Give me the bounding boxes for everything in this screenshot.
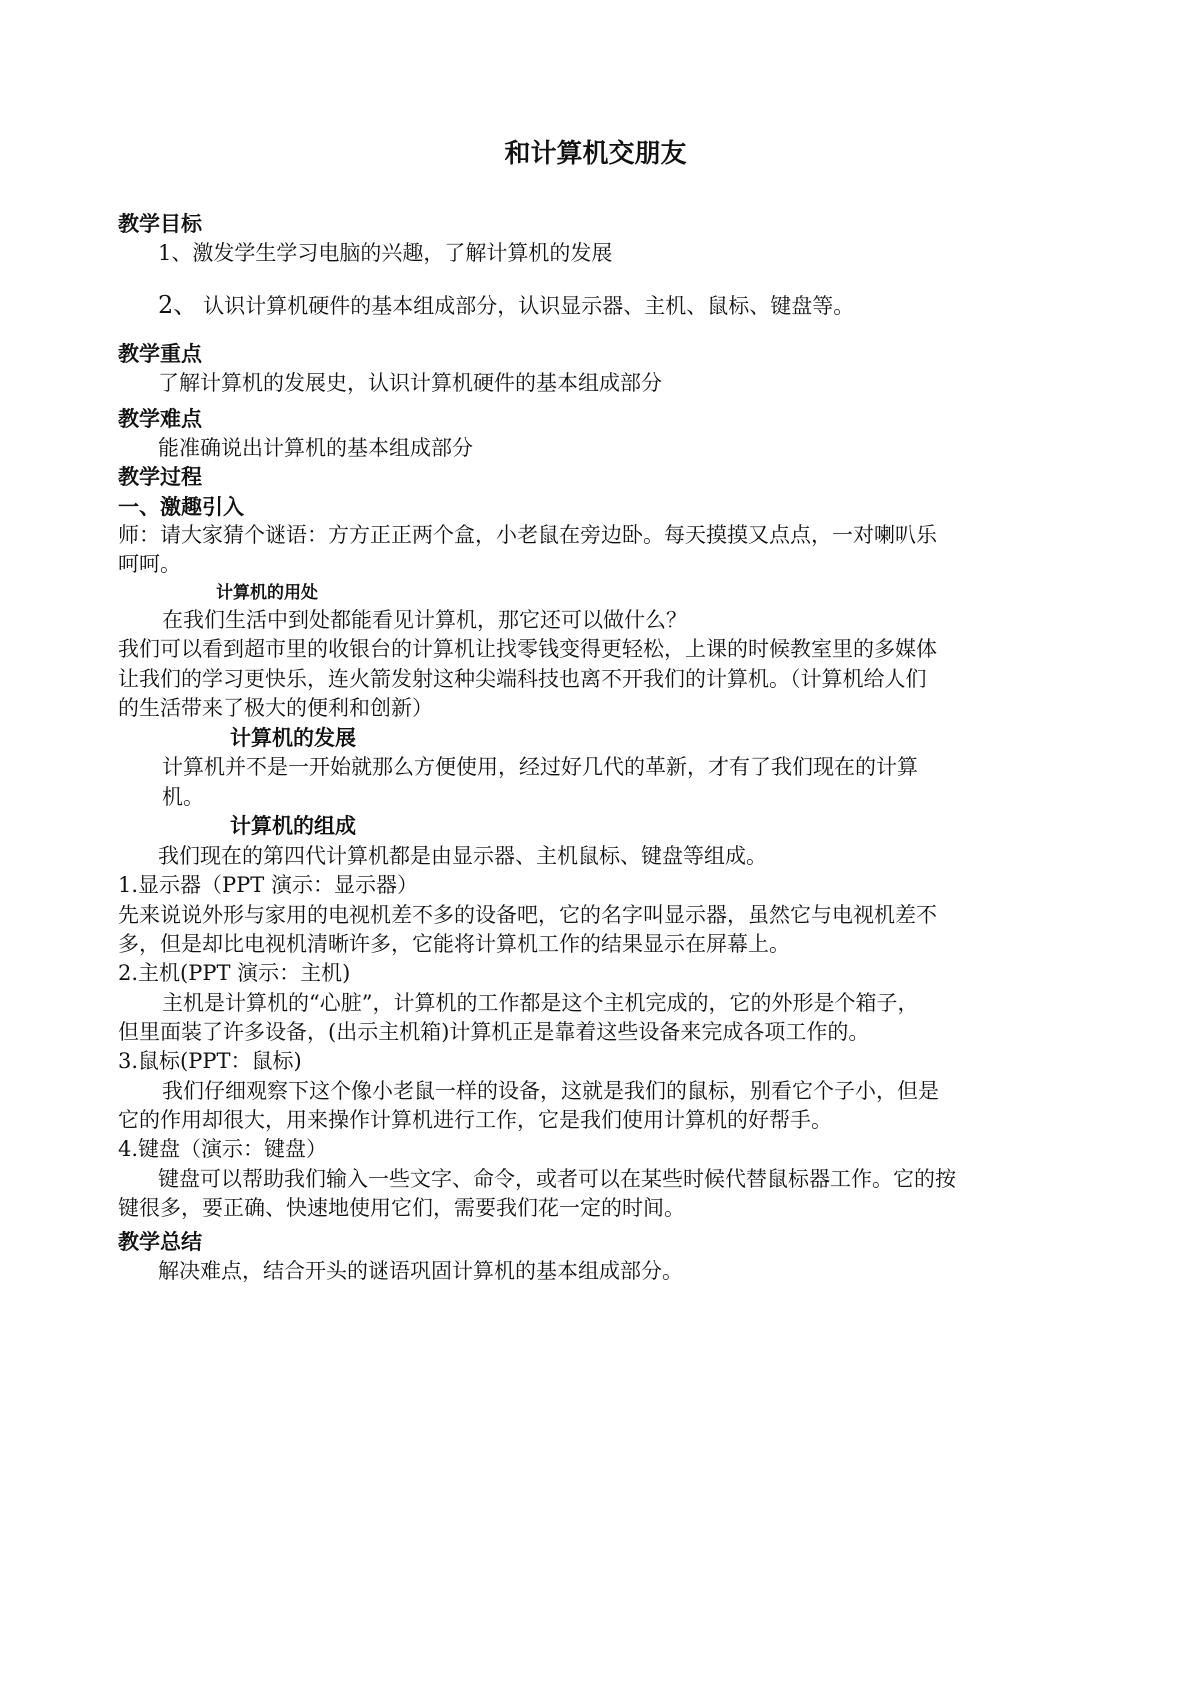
keyboard-heading: 4.键盘（演示：键盘）: [118, 1137, 328, 1161]
monitor-heading: 1.显示器（PPT 演示：显示器）: [118, 873, 418, 897]
difficulties-heading: 教学难点: [118, 407, 202, 431]
summary-heading: 教学总结: [118, 1230, 202, 1254]
composition-intro: 我们现在的第四代计算机都是由显示器、主机鼠标、键盘等组成。: [158, 844, 767, 868]
uses-line-1: 我们可以看到超市里的收银台的计算机让找零钱变得更轻松，上课的时候教室里的多媒体: [118, 637, 937, 661]
goal-item-2-number: 2、: [158, 291, 198, 319]
host-heading: 2.主机(PPT 演示：主机): [118, 961, 351, 985]
mouse-line-2: 它的作用却很大，用来操作计算机进行工作，它是我们使用计算机的好帮手。: [118, 1108, 832, 1132]
keyboard-line-2: 键很多，要正确、快速地使用它们，需要我们花一定的时间。: [118, 1196, 685, 1220]
keyboard-line-1: 键盘可以帮助我们输入一些文字、命令，或者可以在某些时候代替鼠标器工作。它的按: [158, 1167, 956, 1191]
part1-heading: 一、激趣引入: [118, 495, 244, 519]
document-title: 和计算机交朋友: [504, 139, 687, 169]
development-line-2: 机。: [162, 785, 204, 809]
uses-line-2: 让我们的学习更快乐，连火箭发射这种尖端科技也离不开我们的计算机。（计算机给人们: [118, 667, 927, 691]
key-points-text: 了解计算机的发展史，认识计算机硬件的基本组成部分: [158, 371, 662, 395]
host-line-2: 但里面装了许多设备，(出示主机箱)计算机正是靠着这些设备来完成各项工作的。: [118, 1020, 870, 1044]
monitor-line-2: 多，但是却比电视机清晰许多，它能将计算机工作的结果显示在屏幕上。: [118, 932, 790, 956]
monitor-line-1: 先来说说外形与家用的电视机差不多的设备吧，它的名字叫显示器，虽然它与电视机差不: [118, 903, 937, 927]
mouse-heading: 3.鼠标(PPT：鼠标): [118, 1049, 302, 1073]
key-points-heading: 教学重点: [118, 342, 202, 366]
process-heading: 教学过程: [118, 465, 202, 489]
composition-heading: 计算机的组成: [230, 814, 356, 838]
goal-item-1: 1、激发学生学习电脑的兴趣，了解计算机的发展: [158, 241, 613, 265]
uses-heading: 计算机的用处: [216, 583, 318, 603]
goals-heading: 教学目标: [118, 212, 202, 236]
difficulties-text: 能准确说出计算机的基本组成部分: [158, 436, 473, 460]
uses-question: 在我们生活中到处都能看见计算机，那它还可以做什么？: [162, 608, 687, 632]
uses-line-3: 的生活带来了极大的便利和创新）: [118, 696, 433, 720]
development-heading: 计算机的发展: [230, 726, 356, 750]
goal-item-2: [158, 290, 854, 321]
riddle-line-1: 师：请大家猜个谜语：方方正正两个盒，小老鼠在旁边卧。每天摸摸又点点，一对喇叭乐: [118, 523, 937, 547]
summary-text: 解决难点，结合开头的谜语巩固计算机的基本组成部分。: [158, 1259, 683, 1283]
development-line-1: 计算机并不是一开始就那么方便使用，经过好几代的革新，才有了我们现在的计算: [162, 755, 918, 779]
goal-item-2-text: 认识计算机硬件的基本组成部分，认识显示器、主机、鼠标、键盘等。: [203, 294, 855, 318]
riddle-line-2: 呵呵。: [118, 552, 181, 576]
mouse-line-1: 我们仔细观察下这个像小老鼠一样的设备，这就是我们的鼠标，别看它个子小，但是: [162, 1079, 939, 1103]
host-line-1: 主机是计算机的“心脏”，计算机的工作都是这个主机完成的，它的外形是个箱子，: [162, 991, 919, 1015]
